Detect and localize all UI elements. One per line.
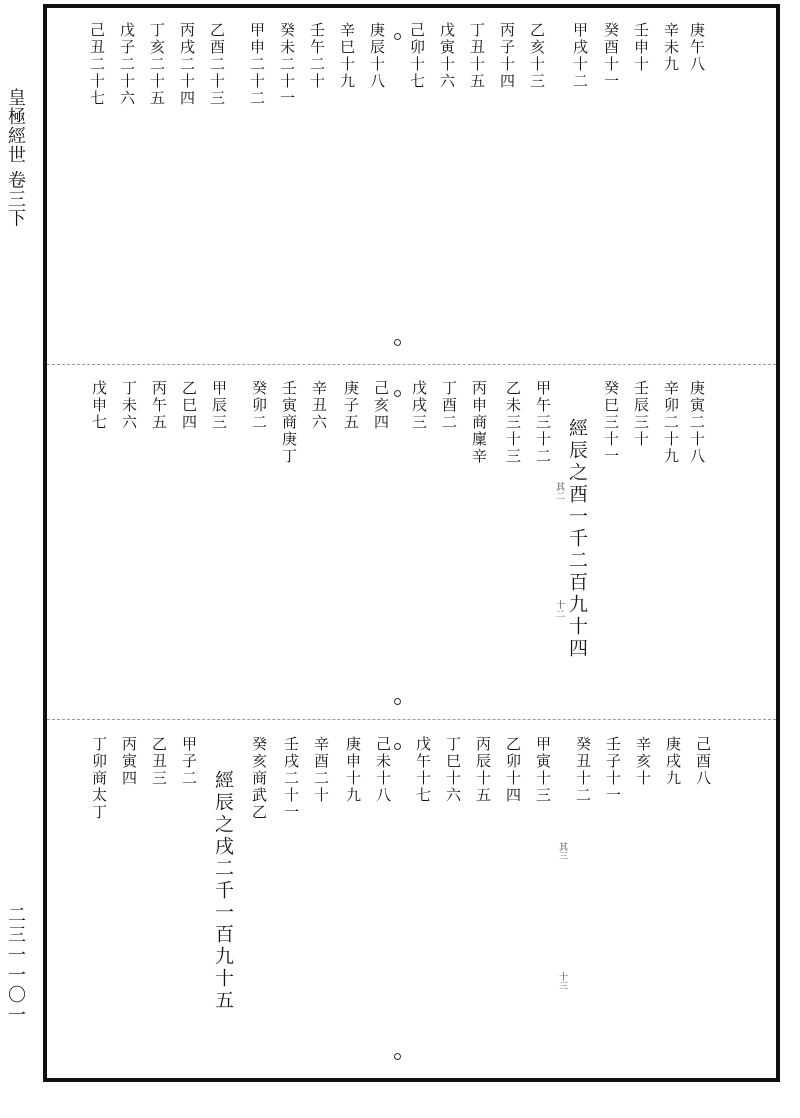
year-entry: 己酉八 [694,736,712,787]
page-frame [43,4,780,1082]
section-divider [47,364,776,365]
year-entry: 庚申十九 [344,736,362,804]
year-entry: 甲戌十二 [571,22,589,90]
year-entry: 乙卯十四 [504,736,522,804]
note-mark: 其三 [557,842,567,860]
year-entry: 癸酉十一 [602,22,620,90]
circle-mark [394,339,401,346]
year-entry: 己丑二十七 [88,22,106,107]
year-entry: 丙午五 [150,380,168,431]
year-entry: 壬寅商庚丁 [280,380,298,465]
year-entry: 甲辰三 [210,380,228,431]
year-entry: 乙巳四 [180,380,198,431]
year-entry: 甲寅十三 [534,736,552,804]
year-entry: 辛巳十九 [338,22,356,90]
year-entry: 癸丑十二 [574,736,592,804]
year-entry: 癸卯二 [250,380,268,431]
year-entry: 戊申七 [90,380,108,431]
year-entry: 丙申商廩辛 [470,380,488,465]
year-entry: 庚寅二十八 [688,380,706,465]
section-heading: 經辰之酉一千二百九十四 [566,418,588,660]
year-entry: 乙丑三 [150,736,168,787]
year-entry: 壬子十一 [604,736,622,804]
year-entry: 癸巳三十一 [602,380,620,465]
note-mark: 十二 [554,600,564,618]
year-entry: 庚子五 [342,380,360,431]
year-entry: 辛酉二十 [312,736,330,804]
circle-mark [394,390,401,397]
year-entry: 乙酉二十三 [208,22,226,107]
year-entry: 乙亥十三 [528,22,546,90]
year-entry: 辛卯二十九 [662,380,680,465]
year-entry: 壬辰三十 [632,380,650,448]
year-entry: 庚辰十八 [368,22,386,90]
year-entry: 己卯十七 [408,22,426,90]
year-entry: 丁亥二十五 [148,22,166,107]
year-entry: 辛丑六 [310,380,328,431]
year-entry: 甲申二十二 [248,22,266,107]
year-entry: 戊午十七 [414,736,432,804]
year-entry: 癸未二十一 [278,22,296,107]
section-heading: 經辰之戌二千一百九十五 [212,770,234,1012]
year-entry: 乙未三十三 [504,380,522,465]
year-entry: 丙寅四 [120,736,138,787]
year-entry: 丁丑十五 [468,22,486,90]
note-mark: 其二 [554,482,564,500]
page-number: 二三一一〇一 [5,905,26,1025]
year-entry: 戊戌三 [410,380,428,431]
year-entry: 壬申十 [632,22,650,73]
year-entry: 丙辰十五 [474,736,492,804]
section-divider [47,719,776,720]
year-entry: 癸亥商武乙 [250,736,268,821]
year-entry: 庚戌九 [664,736,682,787]
year-entry: 丙戌二十四 [178,22,196,107]
year-entry: 庚午八 [688,22,706,73]
circle-mark [394,698,401,705]
book-title: 皇極經世 卷三下 [5,88,26,228]
year-entry: 丁卯商太丁 [90,736,108,821]
year-entry: 丁酉二 [440,380,458,431]
year-entry: 壬午二十 [308,22,326,90]
year-entry: 丁巳十六 [444,736,462,804]
year-entry: 丁未六 [120,380,138,431]
year-entry: 戊寅十六 [438,22,456,90]
year-entry: 壬戌二十一 [282,736,300,821]
circle-mark [394,743,401,750]
year-entry: 己亥四 [372,380,390,431]
year-entry: 辛亥十 [634,736,652,787]
year-entry: 甲子二 [180,736,198,787]
year-entry: 己未十八 [374,736,392,804]
circle-mark [394,1053,401,1060]
year-entry: 甲午三十二 [534,380,552,465]
circle-mark [394,33,401,40]
year-entry: 戊子二十六 [118,22,136,107]
year-entry: 辛未九 [662,22,680,73]
note-mark: 十三 [557,972,567,990]
year-entry: 丙子十四 [498,22,516,90]
